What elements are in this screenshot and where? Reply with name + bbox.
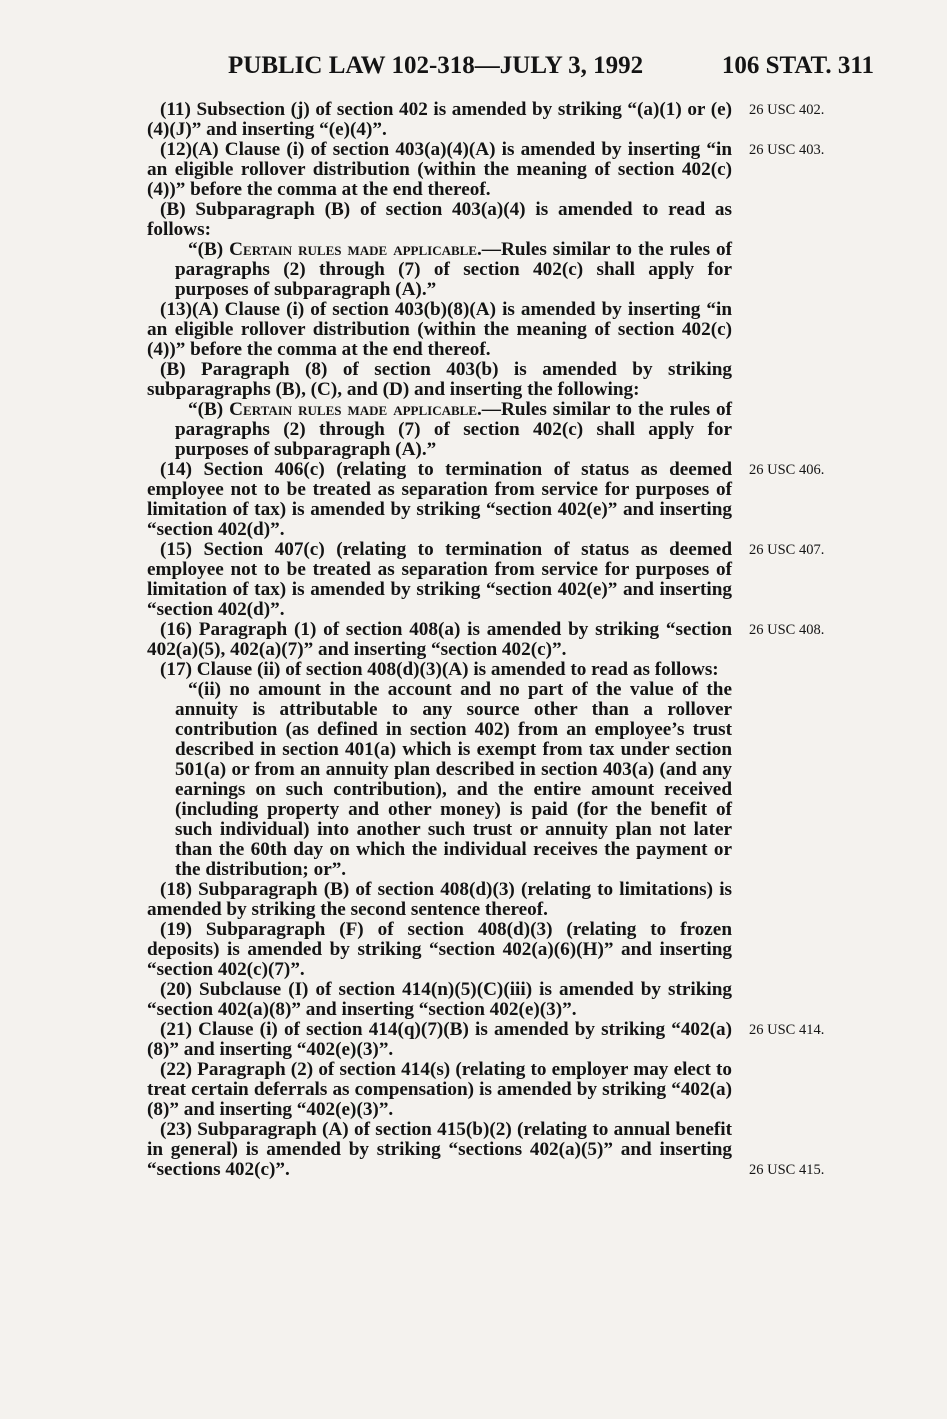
- quote-heading: Certain rules made applicable.: [229, 399, 482, 420]
- paragraph-20: (20) Subclause (I) of section 414(n)(5)(C)(iii) is amended by striking “section 402(a)(8)” and inserting “section 402(e)(3)”.: [147, 979, 732, 1020]
- quote-open: “(B): [188, 239, 230, 260]
- paragraph-17: (17) Clause (ii) of section 408(d)(3)(A) is amended to read as follows:: [160, 659, 719, 680]
- paragraph-15: (15) Section 407(c) (relating to termination of status as deemed employee not to be treated as separation from service for purposes of limitation of tax) is amended by striking “section 402(e)” and inserting “section 402(d)”.: [147, 539, 732, 620]
- quoted-clause-ii: “(ii) no amount in the account and no part of the value of the annuity is attributable to any source other than a rollover contribution (as defined in section 402) from an employee’s trust described in section 401(a) which is exempt from tax under section 501(a) or from an annuity plan described in section 403(a) (and any earnings on such contribution), and the entire amount received (including property and other money) is paid (for the benefit of such individual) into another such trust or annuity plan not later than the 60th day on which the individual receives the payment or the distribution; or”.: [175, 679, 732, 880]
- quote-end: shall apply for purposes of subparagraph (A).”: [175, 259, 732, 300]
- paragraph-23: (23) Subparagraph (A) of section 415(b)(2) (relating to annual benefit in general) is amended by striking “sections 402(a)(5)” and inserting “sections 402(c)”.: [147, 1119, 732, 1180]
- paragraph-12a: (12)(A) Clause (i) of section 403(a)(4)(A) is amended by inserting “in an eligible rollover distribution (within the meaning of section 402(c)(4))” before the comma at the end thereof.: [147, 139, 732, 200]
- margin-note-usc-407: 26 USC 407.: [749, 542, 825, 558]
- paragraph-19: (19) Subparagraph (F) of section 408(d)(3) (relating to frozen deposits) is amended by striking “section 402(a)(6)(H)” and inserting “section 402(c)(7)”.: [147, 919, 732, 980]
- paragraph-22: (22) Paragraph (2) of section 414(s) (relating to employer may elect to treat certain deferrals as compensation) is amended by striking “402(a)(8)” and inserting “402(e)(3)”.: [147, 1059, 732, 1120]
- margin-note-usc-402: 26 USC 402.: [749, 102, 825, 118]
- quoted-subparagraph-b-2: [175, 400, 732, 460]
- stat-page-number: 106 STAT. 311: [721, 52, 874, 79]
- quote-rest: —Rules similar to the rules of paragraphs (2) through (7) of section 402(c): [175, 239, 733, 280]
- paragraph-16: (16) Paragraph (1) of section 408(a) is amended by striking “section 402(a)(5), 402(a)(7)” and inserting “section 402(c)”.: [147, 619, 732, 660]
- quote-end: shall apply for purposes of subparagraph (A).”: [175, 419, 732, 460]
- margin-note-usc-403: 26 USC 403.: [749, 142, 825, 158]
- quoted-subparagraph-b-1: [175, 240, 732, 300]
- paragraph-13a: (13)(A) Clause (i) of section 403(b)(8)(A) is amended by inserting “in an eligible rollover distribution (within the meaning of section 402(c)(4))” before the comma at the end thereof.: [147, 299, 732, 360]
- document-body: [147, 100, 732, 1180]
- paragraph-14: (14) Section 406(c) (relating to termination of status as deemed employee not to be treated as separation from service for purposes of limitation of tax) is amended by striking “section 402(e)” and inserting “section 402(d)”.: [147, 459, 732, 540]
- public-law-title: PUBLIC LAW 102-318—JULY 3, 1992: [228, 52, 644, 79]
- quote-heading: Certain rules made applicable.: [229, 239, 482, 260]
- paragraph-13b: (B) Paragraph (8) of section 403(b) is amended by striking subparagraphs (B), (C), and (D) and inserting the following:: [147, 359, 732, 400]
- page-header: [228, 52, 874, 86]
- paragraph-11: (11) Subsection (j) of section 402 is amended by striking “(a)(1) or (e)(4)(J)” and inserting “(e)(4)”.: [147, 99, 732, 140]
- paragraph-21: (21) Clause (i) of section 414(q)(7)(B) is amended by striking “402(a)(8)” and inserting “402(e)(3)”.: [147, 1019, 732, 1060]
- quote-rest: —Rules similar to the rules of paragraphs (2) through (7) of section 402(c): [175, 399, 733, 440]
- margin-note-usc-406: 26 USC 406.: [749, 462, 825, 478]
- margin-note-usc-414: 26 USC 414.: [749, 1022, 825, 1038]
- paragraph-12b: (B) Subparagraph (B) of section 403(a)(4) is amended to read as follows:: [147, 199, 732, 240]
- paragraph-18: (18) Subparagraph (B) of section 408(d)(3) (relating to limitations) is amended by striking the second sentence thereof.: [147, 879, 732, 920]
- quote-open: “(B): [188, 399, 230, 420]
- margin-note-usc-415: 26 USC 415.: [749, 1162, 825, 1178]
- margin-note-usc-408: 26 USC 408.: [749, 622, 825, 638]
